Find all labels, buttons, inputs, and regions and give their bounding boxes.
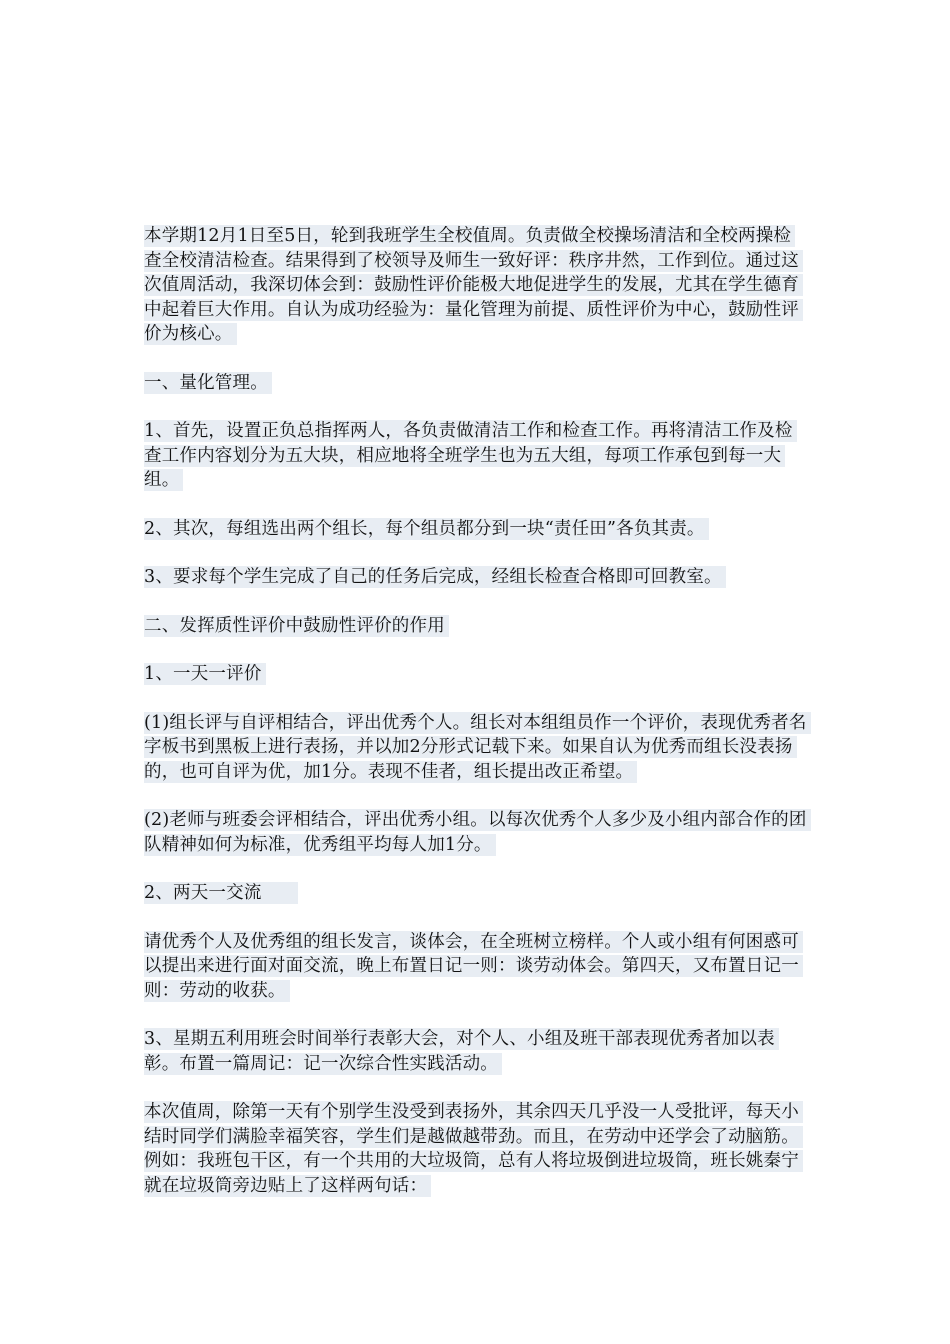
- commendation-text: 3、星期五利用班会时间举行表彰大会，对个人、小组及班干部表现优秀者加以表彰。布置一篇周记：记一次综合性实践活动。: [144, 1028, 779, 1075]
- list-item-text: 1、首先，设置正负总指挥两人，各负责做清洁工作和检查工作。再将清洁工作及检查工作内容划分为五大块，相应地将全班学生也为五大组，每项工作承包到每一大组。: [144, 420, 797, 491]
- document-body: [144, 224, 808, 1222]
- list-item-text: 3、要求每个学生完成了自己的任务后完成，经组长检查合格即可回教室。: [144, 566, 726, 588]
- summary-paragraph: [144, 1100, 808, 1198]
- exchange-paragraph: [144, 930, 808, 1004]
- heading-text: 二、发挥质性评价中鼓励性评价的作用: [144, 615, 449, 637]
- intro-text: 本学期12月1日至5日，轮到我班学生全校值周。负责做全校操场清洁和全校两操检查全校清洁检查。结果得到了校领导及师生一致好评：秩序井然，工作到位。通过这次值周活动，我深切体会到：鼓励性评价能极大地促进学生的发展，尤其在学生德育中起着巨大作用。自认为成功经验为：量化管理为前提、质性评价为中心，鼓励性评价为核心。: [144, 225, 803, 345]
- summary-text: 本次值周，除第一天有个别学生没受到表扬外，其余四天几乎没一人受批评，每天小结时同学们满脸幸福笑容，学生们是越做越带劲。而且，在劳动中还学会了动脑筋。例如：我班包干区，有一个共用的大垃圾筒，总有人将垃圾倒进垃圾筒，班长姚秦宁就在垃圾筒旁边贴上了这样两句话：: [144, 1101, 803, 1197]
- section-heading-quantitative-management: [144, 371, 808, 396]
- section-heading-qualitative-evaluation: [144, 614, 808, 639]
- subheading-two-day-exchange: [144, 881, 808, 906]
- list-item-text: 2、其次，每组选出两个组长，每个组员都分到一块“责任田”各负其责。: [144, 518, 709, 540]
- subheading-text: 2、两天一交流: [144, 882, 298, 904]
- sub-item-text: (2)老师与班委会评相结合，评出优秀小组。以每次优秀个人多少及小组内部合作的团队精神如何为标准，优秀组平均每人加1分。: [144, 809, 811, 856]
- sub-item-2: [144, 808, 808, 857]
- list-item-2: [144, 517, 808, 542]
- list-item-1: [144, 419, 808, 493]
- subheading-daily-evaluation: [144, 662, 808, 687]
- sub-item-text: (1)组长评与自评相结合，评出优秀个人。组长对本组组员作一个评价，表现优秀者名字板书到黑板上进行表扬，并以加2分形式记载下来。如果自认为优秀而组长没表扬的，也可自评为优，加1分。表现不佳者，组长提出改正希望。: [144, 712, 811, 783]
- subheading-text: 1、一天一评价: [144, 663, 266, 685]
- intro-paragraph: [144, 224, 808, 347]
- sub-item-1: [144, 711, 808, 785]
- friday-commendation-paragraph: [144, 1027, 808, 1076]
- heading-text: 一、量化管理。: [144, 372, 272, 394]
- exchange-text: 请优秀个人及优秀组的组长发言，谈体会，在全班树立榜样。个人或小组有何困惑可以提出来进行面对面交流，晚上布置日记一则：谈劳动体会。第四天，又布置日记一则：劳动的收获。: [144, 931, 803, 1002]
- list-item-3: [144, 565, 808, 590]
